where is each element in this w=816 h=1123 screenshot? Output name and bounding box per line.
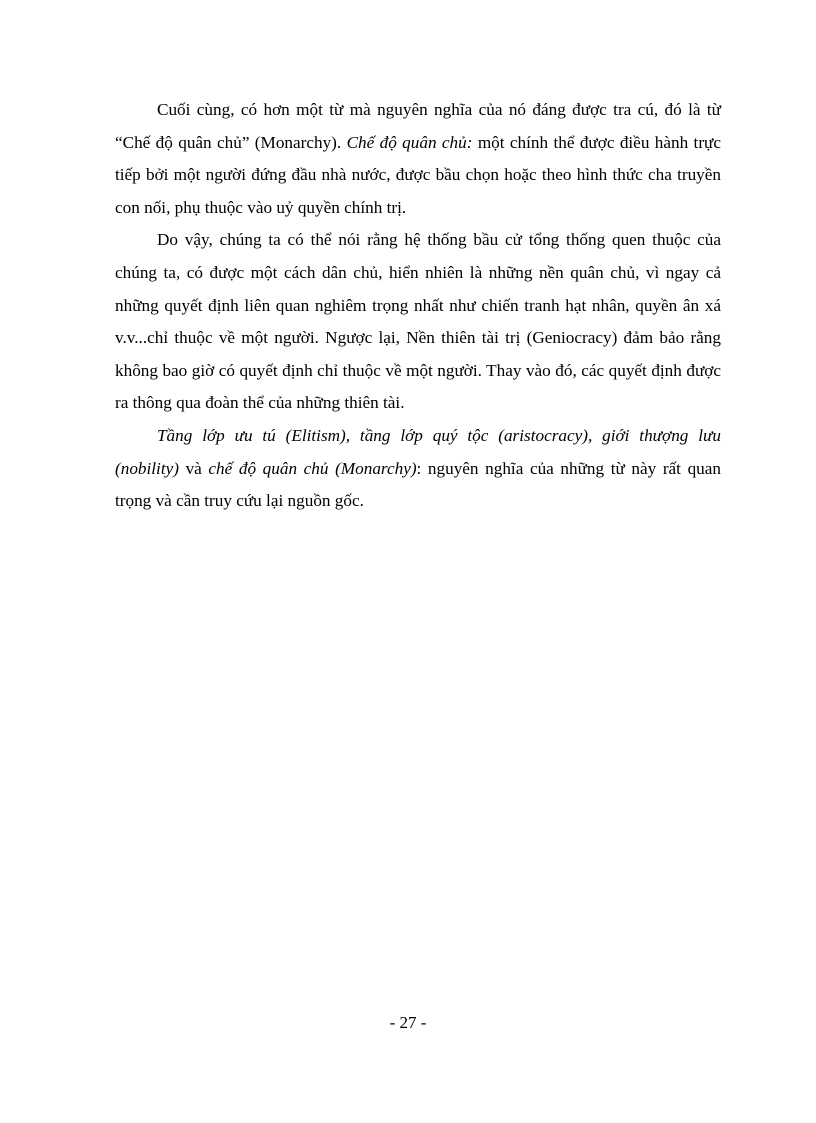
text-run: một chính thể được điều hành trực tiếp bởi một người đứng đầu nhà nước, được bầu chọn hoặc theo hình thức cha truyền con nối, phụ thuộc vào uỷ quyền chính trị.: [115, 132, 721, 217]
text-run: và: [178, 458, 209, 478]
paragraph-geniocracy: [115, 224, 721, 420]
italic-term-monarchy: chế độ quân chủ (Monarchy): [208, 458, 417, 478]
paragraph-conclusion: [115, 420, 721, 518]
text-run: Cuối cùng, có hơn một từ mà nguyên nghĩa của nó đáng được tra cú, đó là từ “Chế độ quân chủ” (Monarchy).: [115, 100, 721, 152]
body-text: [115, 94, 721, 518]
text-run: : nguyên nghĩa của những từ này rất quan trọng và cần truy cứu lại nguồn gốc.: [115, 458, 721, 511]
italic-term-monarchy: Chế độ quân chủ:: [346, 132, 473, 152]
italic-term-elitism: Tầng lớp ưu tú (Elitism), tầng lớp quý tộc (aristocracy), giới thượng lưu (nobility): [115, 425, 721, 478]
page-number: - 27 -: [389, 1013, 427, 1032]
text-run: Do vậy, chúng ta có thể nói rằng hệ thống bầu cử tổng thống quen thuộc của chúng ta, có được một cách dân chủ, hiển nhiên là những nền quân chủ, vì ngay cả những quyết định liên quan nghiêm trọng nhất như chiến tranh hạt nhân, quyền ân xá v.v...chỉ thuộc về một người. Ngược lại, Nền thiên tài trị (Geniocracy) đảm bảo rằng không bao giờ có quyết định chỉ thuộc về một người. Thay vào đó, các quyết định được ra thông qua đoàn thể của những thiên tài.: [115, 230, 721, 413]
paragraph-monarchy-definition: [115, 94, 721, 224]
